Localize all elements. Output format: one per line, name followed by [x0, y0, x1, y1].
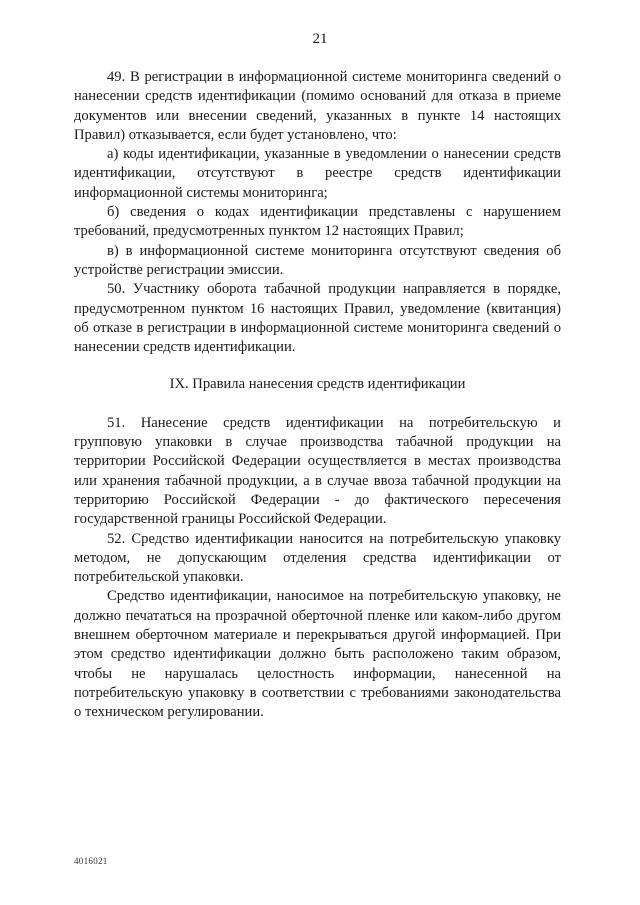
paragraph-49-c: в) в информационной системе мониторинга отсутствуют сведения об устройстве регистрации эмиссии.	[74, 242, 561, 278]
document-body	[74, 68, 561, 723]
paragraph-52-continued: Средство идентификации, наносимое на потребительскую упаковку, не должно печататься на прозрачной оберточной пленке или каком-либо другом внешнем оберточном материале и перекрываться другой информацией. При этом средство идентификации должно быть расположено таким образом, чтобы не нарушалась целостность информации, нанесенной на потребительскую упаковку в соответствии с требованиями законодательства о техническом регулировании.	[74, 588, 561, 721]
paragraph-49-b: б) сведения о кодах идентификации представлены с нарушением требований, предусмотренных пунктом 12 настоящих Правил;	[74, 204, 561, 240]
section-heading: IX. Правила нанесения средств идентификации	[169, 376, 466, 393]
paragraph-50: 50. Участнику оборота табачной продукции направляется в порядке, предусмотренном пунктом 16 настоящих Правил, уведомление (квитанция) об отказе в регистрации в информационной системе мониторинга сведений о нанесении средств идентификации.	[74, 281, 561, 356]
page-number: 21	[312, 31, 328, 47]
paragraph-52: 52. Средство идентификации наносится на потребительскую упаковку методом, не допускающим отделения средства идентификации от потребительской упаковки.	[74, 530, 561, 586]
paragraph-49: 49. В регистрации в информационной системе мониторинга сведений о нанесении средств идентификации (помимо оснований для отказа в приеме документов или внесении сведений, указанных в пункте 14 настоящих Правил) отказывается, если будет установлено, что:	[74, 69, 561, 143]
paragraph-51: 51. Нанесение средств идентификации на потребительскую и групповую упаковки в случае производства табачной продукции на территории Российской Федерации осуществляется в местах производства или хранения табачной продукции, а в случае ввоза табачной продукции на территорию Российской Федерации - до фактического пересечения государственной границы Российской Федерации.	[74, 414, 561, 528]
paragraph-49-a: а) коды идентификации, указанные в уведомлении о нанесении средств идентификации, отсутствуют в реестре средств идентификации информационной системы мониторинга;	[74, 146, 561, 201]
footer-document-code: 4016021	[74, 856, 108, 866]
